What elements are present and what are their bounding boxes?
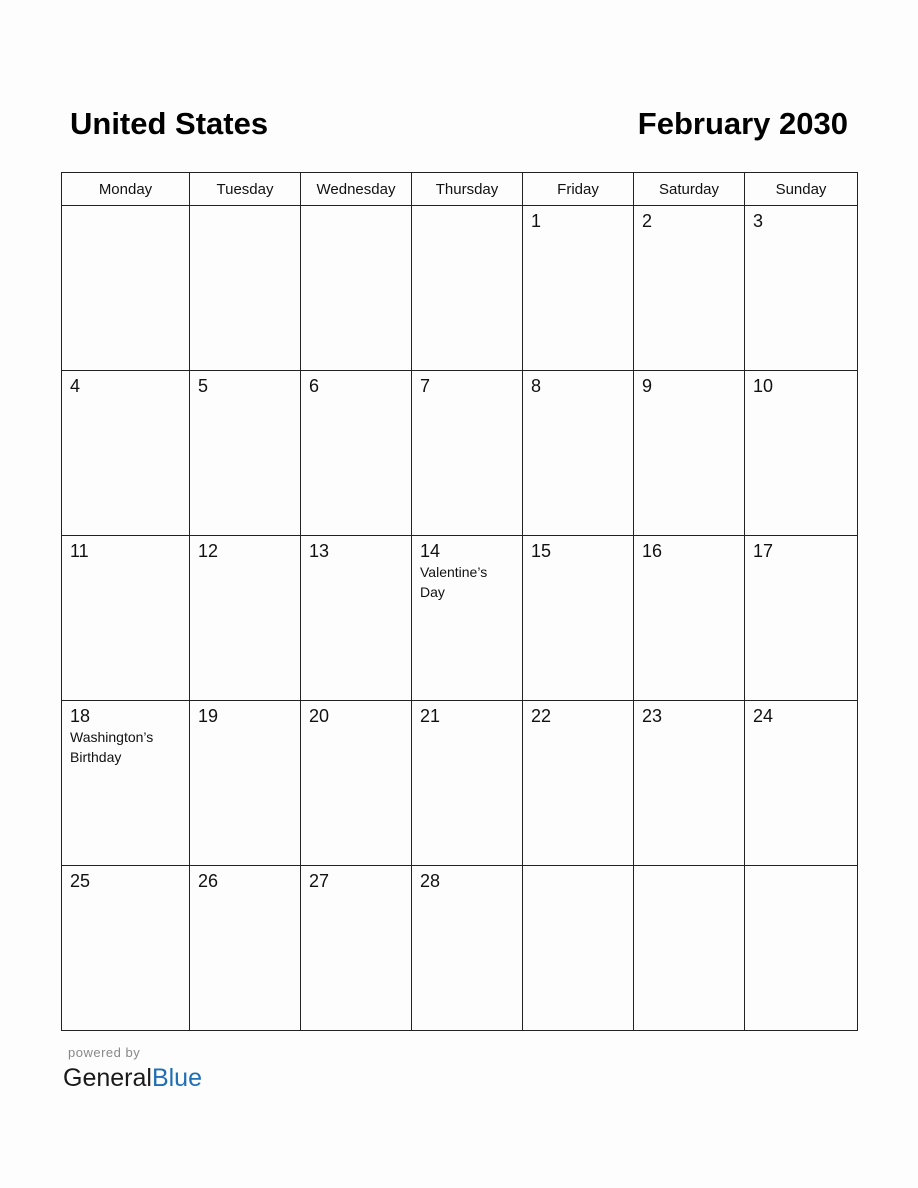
day-cell [190, 206, 301, 371]
weekday-header-thursday: Thursday [412, 173, 523, 206]
day-number: 26 [198, 871, 219, 891]
weekday-header-row [62, 173, 858, 206]
week-row [62, 701, 858, 866]
day-cell [190, 536, 301, 701]
day-number: 13 [309, 541, 330, 561]
day-cell [745, 206, 858, 371]
day-number: 2 [642, 211, 653, 231]
day-cell [62, 866, 190, 1031]
day-cell [523, 371, 634, 536]
day-number: 1 [531, 211, 542, 231]
day-cell [190, 866, 301, 1031]
day-number: 5 [198, 376, 209, 396]
week-row [62, 536, 858, 701]
weekday-header-saturday: Saturday [634, 173, 745, 206]
day-number: 27 [309, 871, 330, 891]
day-number: 15 [531, 541, 552, 561]
generalblue-logo [63, 1062, 202, 1094]
day-cell [412, 866, 523, 1031]
day-number: 21 [420, 706, 441, 726]
weekday-header-monday: Monday [62, 173, 190, 206]
day-cell [412, 206, 523, 371]
day-cell [523, 701, 634, 866]
holiday-label: Washington’s Birthday [70, 729, 154, 765]
day-number: 24 [753, 706, 774, 726]
day-number: 11 [70, 541, 89, 561]
weekday-header-sunday: Sunday [745, 173, 858, 206]
day-cell [745, 701, 858, 866]
day-number: 7 [420, 376, 431, 396]
day-number: 19 [198, 706, 219, 726]
powered-by-text: powered by [68, 1045, 141, 1060]
day-cell [745, 536, 858, 701]
week-row [62, 371, 858, 536]
day-cell [62, 371, 190, 536]
country-title: United States [70, 106, 269, 141]
day-number: 25 [70, 871, 91, 891]
day-number: 3 [753, 211, 764, 231]
day-number: 6 [309, 376, 320, 396]
day-cell [301, 536, 412, 701]
day-cell [62, 701, 190, 866]
day-cell [301, 371, 412, 536]
day-cell [190, 701, 301, 866]
day-cell [523, 206, 634, 371]
day-cell [412, 701, 523, 866]
day-cell [634, 701, 745, 866]
day-cell [523, 866, 634, 1031]
holiday-label: Valentine’s Day [420, 564, 488, 600]
day-number: 18 [70, 706, 91, 726]
calendar-grid [61, 172, 858, 1031]
day-number: 14 [420, 541, 441, 561]
day-cell [523, 536, 634, 701]
day-cell [745, 866, 858, 1031]
day-cell [301, 866, 412, 1031]
day-number: 8 [531, 376, 542, 396]
day-number: 23 [642, 706, 663, 726]
day-cell [62, 536, 190, 701]
day-cell [634, 866, 745, 1031]
day-number: 17 [753, 541, 774, 561]
weekday-header-wednesday: Wednesday [301, 173, 412, 206]
day-cell [62, 206, 190, 371]
day-cell [634, 536, 745, 701]
month-year-title: February 2030 [637, 106, 848, 141]
day-cell [745, 371, 858, 536]
day-cell [412, 371, 523, 536]
day-cell [634, 206, 745, 371]
day-number: 4 [70, 376, 81, 396]
day-cell [301, 701, 412, 866]
day-number: 9 [642, 376, 653, 396]
weekday-header-tuesday: Tuesday [190, 173, 301, 206]
day-number: 28 [420, 871, 441, 891]
week-row [62, 206, 858, 371]
logo-blue-text: Blue [151, 1064, 202, 1092]
weekday-header-friday: Friday [523, 173, 634, 206]
week-row [62, 866, 858, 1031]
day-number: 16 [642, 541, 663, 561]
day-number: 10 [753, 376, 774, 396]
day-number: 12 [198, 541, 219, 561]
day-number: 22 [531, 706, 552, 726]
logo-general-text: General [63, 1064, 152, 1092]
day-cell [634, 371, 745, 536]
day-cell [190, 371, 301, 536]
day-cell [301, 206, 412, 371]
day-cell [412, 536, 523, 701]
day-number: 20 [309, 706, 330, 726]
